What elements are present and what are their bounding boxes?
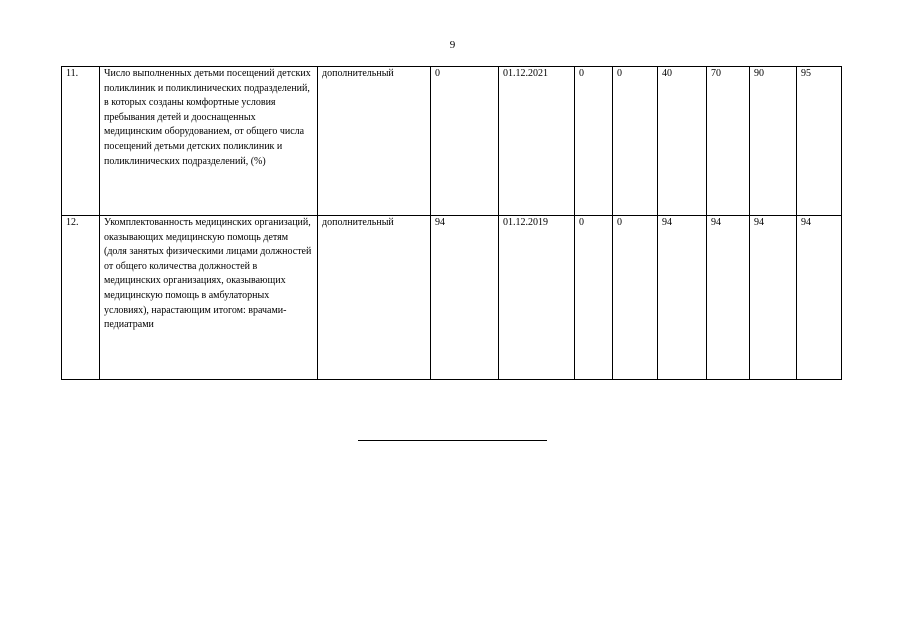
base-value: 0 — [431, 67, 499, 216]
year-value-2: 0 — [613, 216, 658, 380]
base-date: 01.12.2021 — [499, 67, 575, 216]
base-value: 94 — [431, 216, 499, 380]
year-value-4: 94 — [707, 216, 750, 380]
year-value-1: 0 — [575, 67, 613, 216]
base-date: 01.12.2019 — [499, 216, 575, 380]
indicator-type: дополнительный — [318, 216, 431, 380]
year-value-5: 90 — [750, 67, 797, 216]
page-number: 9 — [449, 39, 456, 51]
year-value-6: 94 — [797, 216, 842, 380]
year-value-6: 95 — [797, 67, 842, 216]
year-value-3: 40 — [658, 67, 707, 216]
footnote-separator-line — [358, 440, 547, 441]
indicator-name: Число выполненных детьми посещений детских поликлиник и поликлинических подразделений, в которых созданы комфортные условия пребывания детей и дооснащенных медицинским оборудованием, от общего числа посещений детьми детских поликлиник и поликлинических подразделений, (%) — [100, 67, 318, 216]
row-number: 12. — [62, 216, 100, 380]
year-value-2: 0 — [613, 67, 658, 216]
row-number: 11. — [62, 67, 100, 216]
year-value-3: 94 — [658, 216, 707, 380]
year-value-4: 70 — [707, 67, 750, 216]
year-value-1: 0 — [575, 216, 613, 380]
table-row — [62, 67, 842, 216]
indicator-type: дополнительный — [318, 67, 431, 216]
indicators-table — [61, 66, 842, 380]
year-value-5: 94 — [750, 216, 797, 380]
indicator-name: Укомплектованность медицинских организаций, оказывающих медицинскую помощь детям (доля занятых физическими лицами должностей от общего количества должностей в медицинских организациях, оказывающих медицинскую помощь в амбулаторных условиях), нарастающим итогом: врачами-педиатрами — [100, 216, 318, 380]
table-row — [62, 216, 842, 380]
